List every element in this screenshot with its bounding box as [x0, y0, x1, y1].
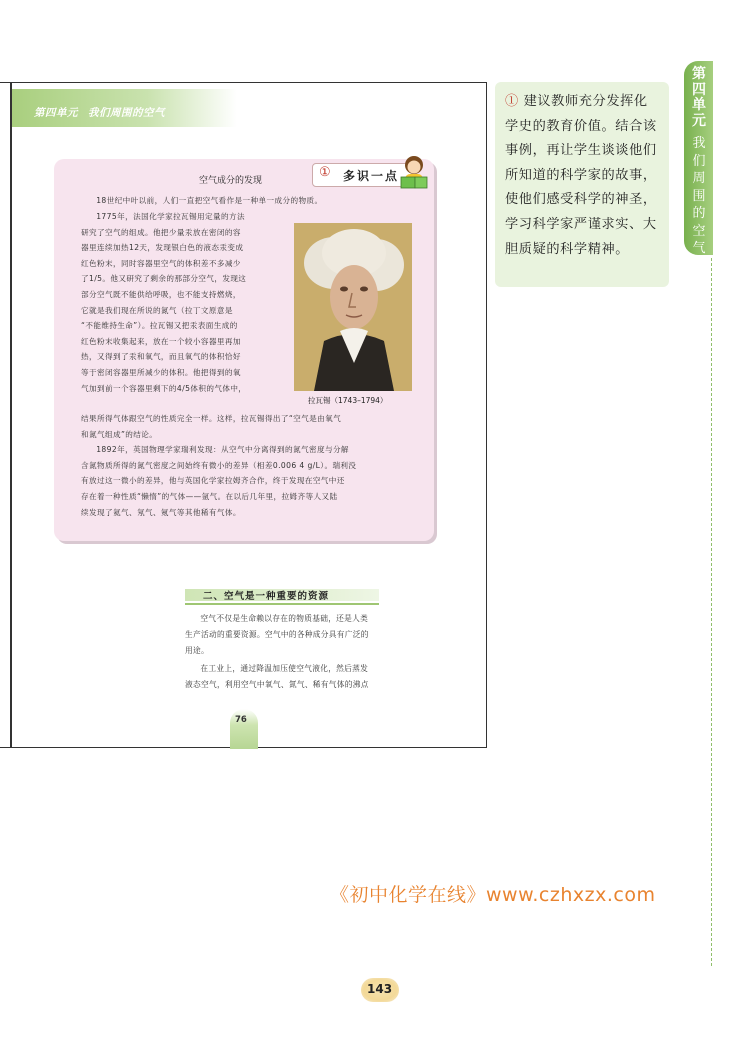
info-line-12: 气加到前一个容器里剩下的4/5体积的气体中，	[81, 383, 247, 393]
info-line-0: 18世纪中叶以前，人们一直把空气看作是一种单一成分的物质。	[96, 196, 323, 205]
info-box-title: 空气成分的发现	[199, 176, 263, 186]
textbook-page-number	[230, 709, 258, 749]
margin-dashed-line	[711, 258, 712, 966]
info-line-3: 器里连续加热12天，发现银白色的液态汞变成	[81, 243, 244, 253]
section-p2-line-1: 液态空气，利用空气中氧气、氮气、稀有气体的沸点	[185, 680, 369, 690]
info-line-7: 它就是我们现在所说的氮气（拉丁文原意是	[81, 305, 233, 315]
unit-side-tab	[684, 61, 713, 255]
unit-header-band	[12, 89, 237, 127]
info-line-14: 和氮气组成”的结论。	[81, 429, 158, 439]
page-number	[361, 978, 399, 1002]
page-number-text: 143	[367, 982, 393, 996]
teacher-note	[495, 82, 669, 287]
reading-girl-icon	[396, 153, 432, 193]
unit-tab-title: 我们周围的空气	[692, 136, 706, 256]
section-p1-line-1: 生产活动的重要资源。空气中的各种成分具有广泛的	[185, 630, 369, 640]
info-line-10: 热，又得到了汞和氧气，而且氧气的体积恰好	[81, 352, 241, 362]
page-left-border	[10, 83, 12, 747]
info-line-15: 1892年，英国物理学家瑞利发现：从空气中分离得到的氮气密度与分解	[96, 445, 349, 455]
textbook-page-number-text: 76	[235, 715, 247, 725]
info-line-16: 含氮物质所得的氮气密度之间始终有微小的差异（相差0.006 4 g/L）。瑞利没	[81, 460, 357, 470]
info-badge-number: ①	[319, 165, 331, 180]
note-text: 建议教师充分发挥化学史的教育价值。结合该事例，再让学生谈谈他们所知道的科学家的故事，使他们感受科学的神圣，学习科学家严谨求实、大胆质疑的科学精神。	[505, 94, 657, 257]
info-line-4: 红色粉末，同时容器里空气的体积差不多减少	[81, 258, 241, 268]
info-line-2: 研究了空气的组成。他把少量汞放在密闭的容	[81, 227, 241, 237]
header-unit-title: 我们周围的空气	[88, 107, 165, 119]
section-heading-text: 二、空气是一种重要的资源	[203, 591, 330, 602]
info-line-18: 存在着一种性质“懒惰”的气体——氩气。在以后几年里，拉姆齐等人又陆	[81, 491, 338, 501]
info-line-13: 结果所得气体跟空气的性质完全一样。这样，拉瓦锡得出了“空气是由氧气	[81, 414, 342, 423]
info-line-11: 等于密闭容器里所减少的体积。他把得到的氧	[81, 367, 241, 377]
section-paragraph-1	[185, 611, 445, 660]
section-p1-line-2: 用途。	[185, 646, 209, 656]
note-mark: ①	[505, 94, 519, 109]
section-p1-line-0: 空气不仅是生命赖以存在的物质基础，还是人类	[200, 614, 369, 623]
info-line-17: 有放过这一微小的差异，他与英国化学家拉姆齐合作，终于发现在空气中还	[81, 476, 345, 486]
unit-tab-unit: 第四单元	[692, 66, 706, 129]
info-line-8: “不能维持生命”）。拉瓦锡又把汞表面生成的	[81, 321, 238, 331]
info-line-6: 部分空气既不能供给呼吸，也不能支持燃烧，	[81, 289, 241, 299]
portrait-caption: 拉瓦锡（1743–1794）	[308, 396, 388, 405]
info-box-learn-more	[54, 159, 434, 541]
info-line-5: 了1/5。他又研究了剩余的那部分空气，发现这	[81, 274, 247, 284]
info-line-1: 1775年，法国化学家拉瓦锡用定量的方法	[96, 212, 246, 221]
textbook-page	[0, 82, 487, 748]
info-badge-label: 多识一点	[343, 169, 400, 183]
watermark: 《初中化学在线》www.czhxzx.com	[330, 884, 656, 906]
info-line-19: 续发现了氦气、氖气、氪气等其他稀有气体。	[81, 507, 241, 517]
info-line-9: 红色粉末收集起来，放在一个较小容器里再加	[81, 336, 241, 346]
section-heading	[185, 587, 379, 605]
lavoisier-portrait	[294, 223, 412, 391]
header-unit-label: 第四单元	[34, 107, 78, 119]
section-paragraph-2	[185, 661, 445, 693]
section-p2-line-0: 在工业上，通过降温加压使空气液化，然后蒸发	[200, 664, 369, 673]
